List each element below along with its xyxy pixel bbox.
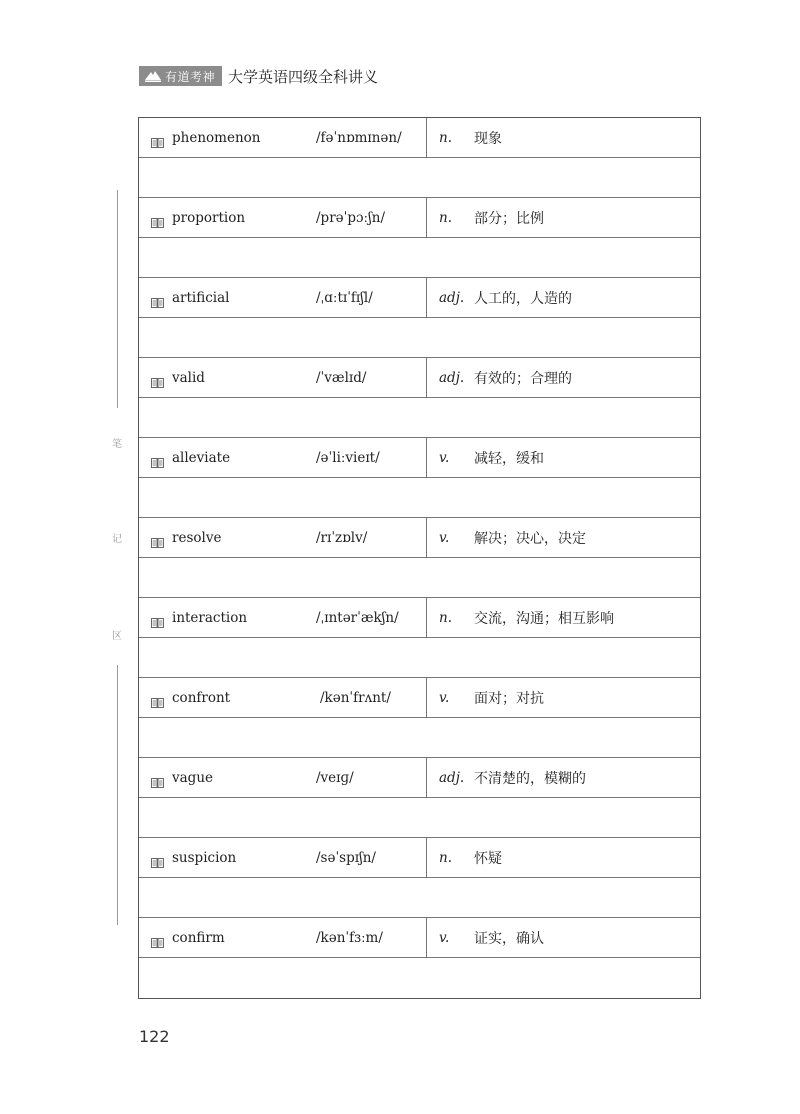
word-cell: [139, 838, 427, 877]
book-icon: [151, 853, 164, 863]
word-cell: [139, 278, 427, 317]
phonetic-text: /kənˈfrʌnt/: [320, 689, 391, 706]
note-row[interactable]: [139, 318, 700, 358]
phonetic-text: /ˈvælɪd/: [316, 369, 367, 386]
meaning-cell: [427, 918, 700, 957]
book-icon: [151, 933, 164, 943]
meaning-cell: [427, 198, 700, 237]
part-of-speech: adj.: [439, 369, 465, 386]
word-row: [139, 518, 700, 558]
book-icon: [151, 373, 164, 383]
note-row[interactable]: [139, 718, 700, 758]
word-cell: [139, 438, 427, 477]
word-text: resolve: [172, 529, 222, 546]
meaning-cell: [427, 278, 700, 317]
meaning-text: 解决；决心，决定: [474, 530, 586, 547]
brand-name: 有道考神: [165, 69, 216, 84]
part-of-speech: v.: [439, 929, 450, 946]
sidebar-char-area: 区: [112, 631, 122, 642]
meaning-cell: [427, 758, 700, 797]
meaning-cell: [427, 678, 700, 717]
word-text: phenomenon: [172, 129, 261, 146]
note-row[interactable]: [139, 478, 700, 518]
sidebar-char-record: 记: [112, 534, 122, 545]
meaning-text: 面对；对抗: [474, 690, 544, 707]
word-row: [139, 918, 700, 958]
word-text: confront: [172, 689, 231, 706]
word-cell: [139, 358, 427, 397]
part-of-speech: n.: [439, 849, 452, 866]
book-icon: [151, 453, 164, 463]
brand-badge: [139, 66, 222, 86]
phonetic-text: /prəˈpɔːʃn/: [316, 209, 386, 226]
word-cell: [139, 758, 427, 797]
word-cell: [139, 678, 427, 717]
meaning-text: 有效的；合理的: [474, 370, 572, 387]
word-text: proportion: [172, 209, 246, 226]
word-cell: [139, 918, 427, 957]
word-cell: [139, 518, 427, 557]
book-title: 大学英语四级全科讲义: [228, 67, 379, 86]
note-row[interactable]: [139, 158, 700, 198]
book-icon: [151, 133, 164, 143]
sidebar-line-bottom: [117, 665, 118, 925]
phonetic-text: /rɪˈzɒlv/: [316, 529, 368, 546]
word-text: confirm: [172, 929, 225, 946]
phonetic-text: /ˌɪntərˈækʃn/: [316, 609, 399, 626]
meaning-text: 交流，沟通；相互影响: [474, 610, 614, 627]
meaning-cell: [427, 358, 700, 397]
part-of-speech: v.: [439, 689, 450, 706]
meaning-cell: [427, 438, 700, 477]
book-icon: [151, 773, 164, 783]
meaning-text: 减轻，缓和: [474, 450, 544, 467]
word-cell: [139, 598, 427, 637]
part-of-speech: n.: [439, 209, 452, 226]
word-row: [139, 678, 700, 718]
book-icon: [151, 533, 164, 543]
page-number: 122: [139, 1027, 170, 1046]
phonetic-text: /səˈspɪʃn/: [316, 849, 376, 866]
meaning-text: 怀疑: [474, 850, 502, 867]
word-text: interaction: [172, 609, 248, 626]
vocabulary-table: [138, 117, 701, 999]
meaning-cell: [427, 118, 700, 157]
book-icon: [151, 293, 164, 303]
word-text: alleviate: [172, 449, 231, 466]
book-icon: [151, 213, 164, 223]
note-row[interactable]: [139, 798, 700, 838]
phonetic-text: /əˈliːvieɪt/: [316, 449, 380, 466]
phonetic-text: /kənˈfɜːm/: [316, 929, 383, 946]
part-of-speech: n.: [439, 609, 452, 626]
note-row[interactable]: [139, 398, 700, 438]
meaning-cell: [427, 838, 700, 877]
word-row: [139, 438, 700, 478]
meaning-cell: [427, 598, 700, 637]
word-row: [139, 118, 700, 158]
word-row: [139, 838, 700, 878]
word-row: [139, 198, 700, 238]
note-row[interactable]: [139, 238, 700, 278]
meaning-text: 现象: [474, 130, 502, 147]
meaning-text: 人工的，人造的: [474, 290, 572, 307]
book-logo-icon: [144, 69, 162, 83]
note-row[interactable]: [139, 558, 700, 598]
word-row: [139, 758, 700, 798]
phonetic-text: /fəˈnɒmɪnən/: [316, 129, 402, 146]
word-row: [139, 278, 700, 318]
note-row[interactable]: [139, 638, 700, 678]
word-text: suspicion: [172, 849, 237, 866]
meaning-text: 不清楚的，模糊的: [474, 770, 586, 787]
part-of-speech: v.: [439, 449, 450, 466]
part-of-speech: n.: [439, 129, 452, 146]
word-cell: [139, 118, 427, 157]
phonetic-text: /ˌɑːtɪˈfɪʃl/: [316, 289, 373, 306]
page-header: [139, 66, 378, 86]
sidebar-line-top: [117, 190, 118, 408]
word-cell: [139, 198, 427, 237]
part-of-speech: adj.: [439, 769, 465, 786]
word-row: [139, 598, 700, 638]
part-of-speech: v.: [439, 529, 450, 546]
meaning-text: 部分；比例: [474, 210, 544, 227]
book-icon: [151, 693, 164, 703]
word-text: artificial: [172, 289, 230, 306]
phonetic-text: /veɪɡ/: [316, 769, 354, 786]
part-of-speech: adj.: [439, 289, 465, 306]
note-row[interactable]: [139, 878, 700, 918]
meaning-text: 证实，确认: [474, 930, 544, 947]
book-icon: [151, 613, 164, 623]
sidebar-char-note: 笔: [112, 439, 122, 450]
word-row: [139, 358, 700, 398]
note-row[interactable]: [139, 958, 700, 998]
meaning-cell: [427, 518, 700, 557]
word-text: valid: [172, 369, 205, 386]
word-text: vague: [172, 769, 214, 786]
